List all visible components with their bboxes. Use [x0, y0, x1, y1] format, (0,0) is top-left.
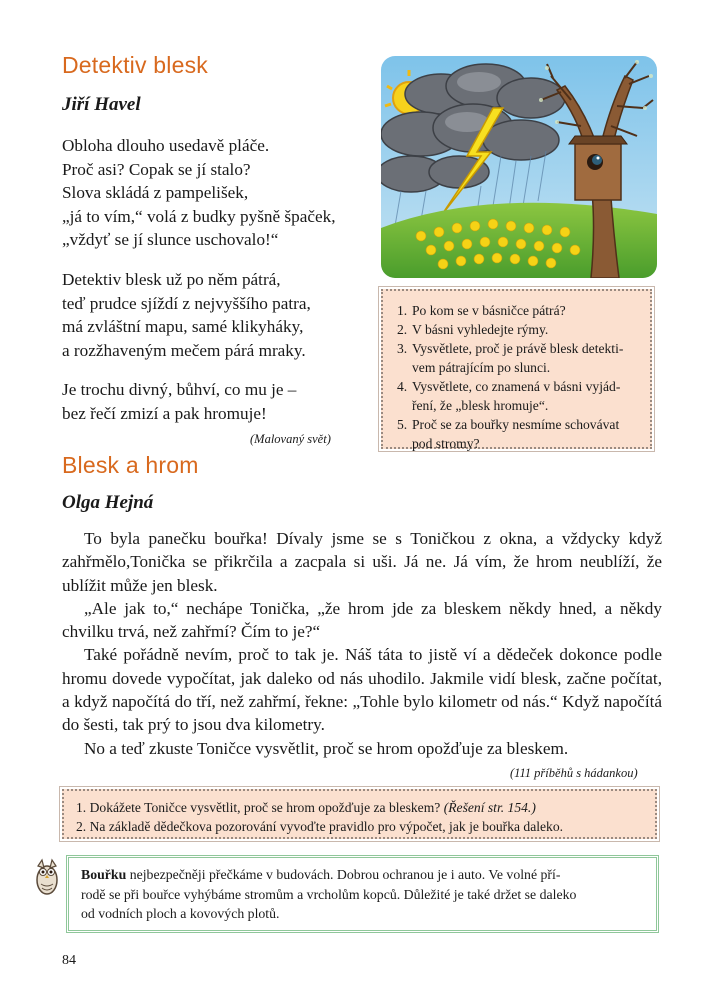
poem-line: má zvláštní mapu, samé klikyháky,	[62, 317, 304, 336]
tip-line: rodě se při bouřce vyhýbáme stromům a vrcholům kopců. Důležité je také držet se daleko	[81, 886, 577, 902]
question-item: 5. Proč se za bouřky nesmíme schovávat pod stromy?	[397, 417, 620, 451]
storm-illustration-svg	[381, 56, 657, 278]
poem-stanza-2	[62, 268, 311, 362]
owl-icon	[34, 856, 60, 896]
poem-stanza-3	[62, 378, 296, 425]
questions-box-poem	[381, 289, 652, 449]
poem-line: Proč asi? Copak se jí stalo?	[62, 159, 251, 179]
page-number: 84	[62, 953, 76, 968]
poem-line: Detektiv blesk už po něm pátrá,	[62, 270, 281, 289]
tip-line: od vodních ploch a kovových plotů.	[81, 906, 280, 921]
question-item: 2. V básni vyhledejte rýmy.	[397, 322, 549, 337]
poem-line: Slova skládá z pampelišek,	[62, 183, 249, 202]
storm-illustration	[381, 56, 657, 278]
story-title: Blesk a hrom	[62, 452, 199, 478]
question-item: 1. Dokážete Toničce vysvětlit, proč se hrom opožďuje za bleskem? (Řešení str. 154.)	[76, 800, 536, 815]
question-item: 2. Na základě dědečkova pozorování vyvoďte pravidlo pro výpočet, jak je bouřka daleko.	[76, 819, 564, 834]
question-item: 4. Vysvětlete, co znamená v básni vyjád- ření, že „blesk hromuje“.	[397, 379, 621, 413]
poem-author: Jiří Havel	[62, 94, 141, 115]
tip-line: Bouřku nejbezpečněji přečkáme v budovách. Dobrou ochranou je i auto. Ve volné pří-	[81, 867, 561, 882]
story-text	[62, 527, 662, 760]
safety-tip-box	[66, 855, 659, 933]
birdhouse	[569, 136, 627, 200]
poem-stanza-1	[62, 134, 336, 252]
poem-source: (Malovaný svět)	[250, 432, 331, 446]
story-paragraph: To byla panečku bouřka! Dívaly jsme se s Toničkou z okna, a vždycky když zahřmělo,Tonička se přikrčila a zacpala si uši. Já ne. Já vím, že hrom neublíží, že ublížit může jen blesk.	[62, 529, 662, 595]
poem-line: „vždyť se jí slunce uschovalo!“	[62, 230, 279, 249]
story-source: (111 příběhů s hádankou)	[510, 766, 638, 780]
story-author: Olga Hejná	[62, 492, 154, 513]
poem-line: „já to vím,“ volá z budky pyšně špaček,	[62, 206, 336, 226]
question-item: 3. Vysvětlete, proč je právě blesk detekti- vem pátrajícím po slunci.	[397, 341, 624, 375]
poem-line: Obloha dlouho usedavě pláče.	[62, 136, 270, 155]
poem-title: Detektiv blesk	[62, 52, 208, 78]
question-item: 1. Po kom se v básničce pátrá?	[397, 303, 566, 318]
story-paragraph: „Ale jak to,“ nechápe Tonička, „že hrom jde za bleskem někdy hned, a někdy chvilku trvá, než zahřmí? Čím to je?“	[62, 598, 662, 642]
story-paragraph: No a teď zkuste Toničce vysvětlit, proč se hrom opožďuje za bleskem.	[84, 738, 569, 758]
questions-list	[397, 301, 640, 453]
story-paragraph: Také pořádně nevím, proč to tak je. Náš táta to jistě ví a dědeček dokonce podle hromu dovede vypočítat, jak daleko od nás uhodilo. Jakmile vidí blesk, začne počítat, a když napočítá do tří, než zahřmí, řekne: „Tohle bylo kilometr od nás.“ Když napočítá do šesti, tak prý to jsou dva kilometry.	[62, 645, 662, 735]
poem-line: a rozžhaveným mečem párá mraky.	[62, 340, 306, 360]
questions-box-story	[62, 789, 657, 839]
poem-line: Je trochu divný, bůhví, co mu je –	[62, 380, 297, 399]
poem-line: bez řečí zmizí a pak hromuje!	[62, 403, 267, 423]
poem-line: teď prudce sjíždí z nejvyššího patra,	[62, 293, 311, 313]
